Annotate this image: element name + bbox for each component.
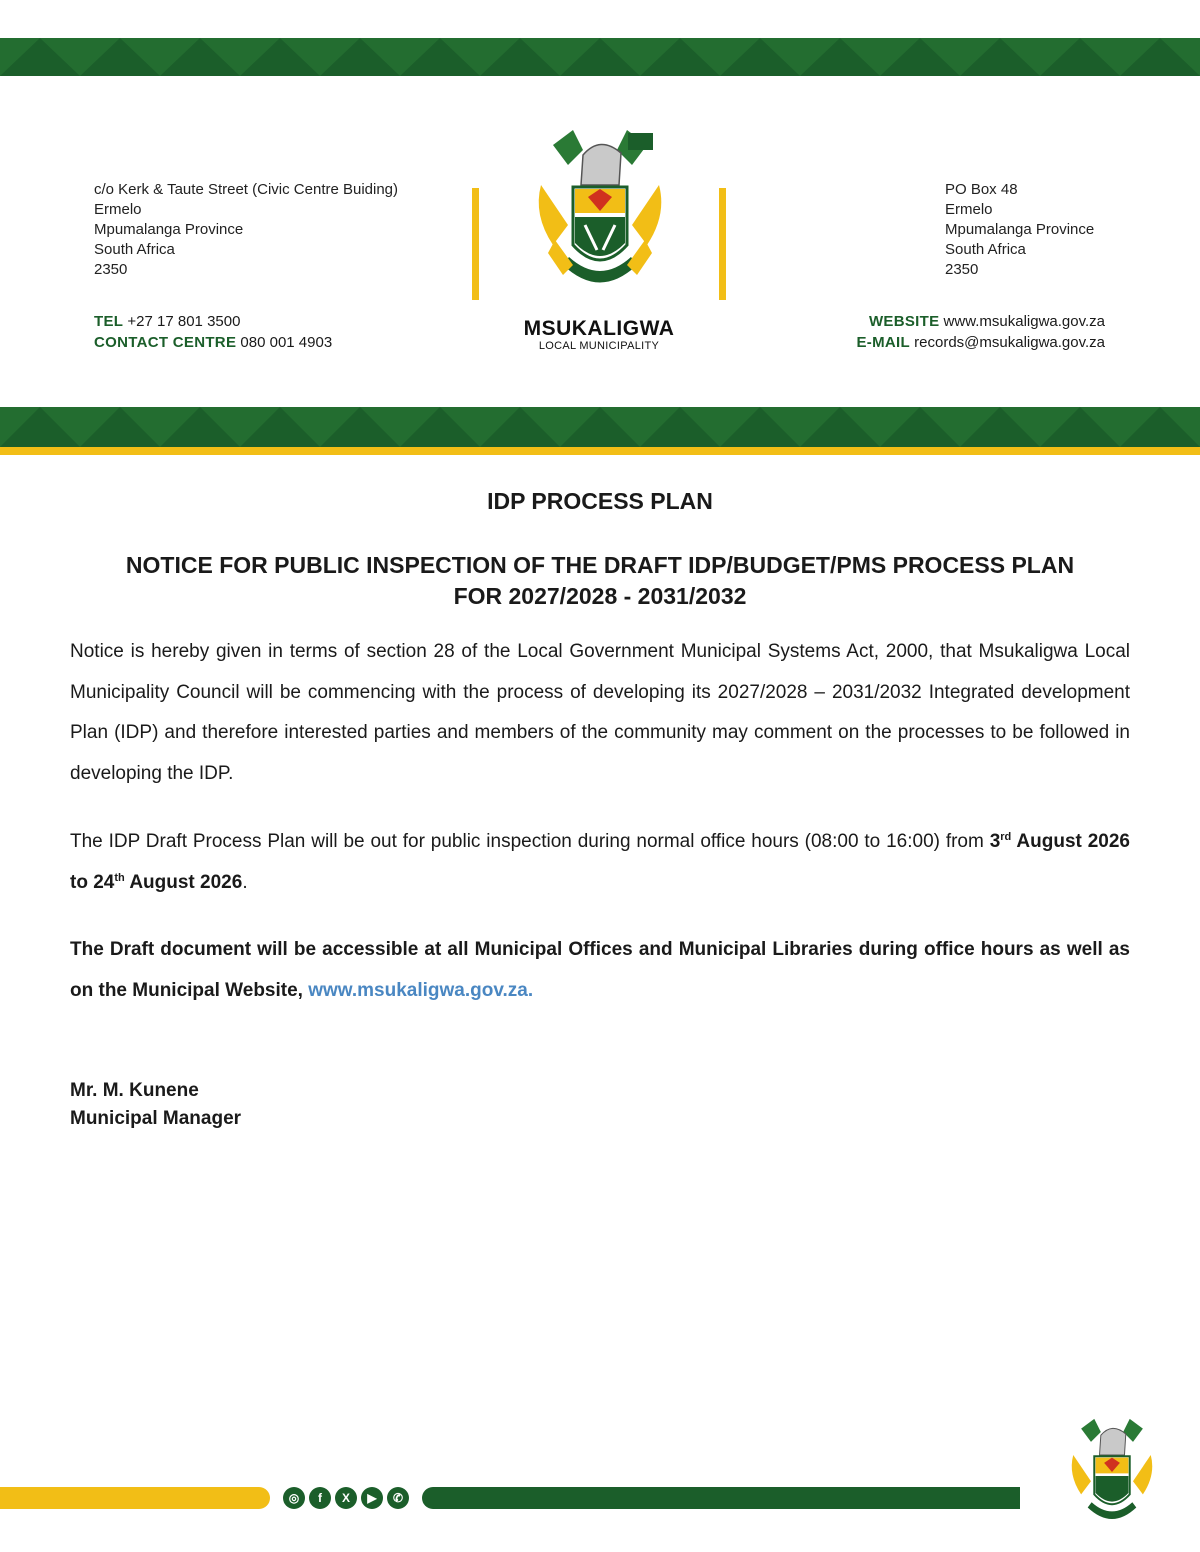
municipal-website-link[interactable]: www.msukaligwa.gov.za. bbox=[308, 979, 534, 1001]
youtube-icon[interactable]: ▶ bbox=[361, 1487, 383, 1509]
right-contact: WEBSITE www.msukaligwa.gov.za E-MAIL records@msukaligwa.gov.za bbox=[856, 313, 1105, 351]
x-icon[interactable]: X bbox=[335, 1487, 357, 1509]
signatory-title: Municipal Manager bbox=[70, 1108, 242, 1129]
left-contact: TEL +27 17 801 3500 CONTACT CENTRE 080 001 4903 bbox=[94, 313, 333, 351]
email-link[interactable]: records@msukaligwa.gov.za bbox=[914, 334, 1105, 351]
globe-icon[interactable]: ◎ bbox=[283, 1487, 305, 1509]
notice-subheading: NOTICE FOR PUBLIC INSPECTION OF THE DRAFT IDP/BUDGET/PMS PROCESS PLAN FOR 2027/2028 - 2031/2032 bbox=[125, 552, 1075, 609]
header-bottom-band bbox=[0, 407, 1200, 455]
municipal-crest-logo bbox=[533, 125, 667, 308]
left-address: c/o Kerk & Taute Street (Civic Centre Buiding) Ermelo Mpumalanga Province South Africa 2350 bbox=[94, 181, 399, 278]
footer-yellow-bar bbox=[0, 1487, 270, 1509]
top-pattern-band bbox=[0, 38, 1200, 76]
signatory-name: Mr. M. Kunene bbox=[70, 1080, 199, 1101]
whatsapp-icon[interactable]: ✆ bbox=[387, 1487, 409, 1509]
left-divider bbox=[472, 188, 479, 300]
right-divider bbox=[719, 188, 726, 300]
signature-block bbox=[70, 1077, 241, 1133]
footer-green-bar bbox=[422, 1487, 1020, 1509]
facebook-icon[interactable]: f bbox=[309, 1487, 331, 1509]
right-address: PO Box 48 Ermelo Mpumalanga Province South Africa 2350 bbox=[945, 181, 1095, 278]
municipality-subtitle: LOCAL MUNICIPALITY bbox=[538, 340, 660, 352]
footer-crest-logo bbox=[1068, 1415, 1156, 1538]
municipality-name: MSUKALIGWA bbox=[523, 317, 675, 340]
notice-paragraph-2: The IDP Draft Process Plan will be out for public inspection during normal office hours (08:00 to 16:00) from 3rd August 2026 to 24th August 2026. bbox=[70, 831, 1130, 893]
notice-paragraph-3: The Draft document will be accessible at all Municipal Offices and Municipal Libraries during office hours as well as on the Municipal Website, www.msukaligwa.gov.za. bbox=[70, 939, 1130, 1001]
notice-heading: IDP PROCESS PLAN bbox=[487, 488, 713, 514]
notice-paragraph-1: Notice is hereby given in terms of section 28 of the Local Government Municipal Systems Act, 2000, that Msukaligwa Local Municipality Council will be commencing with the process of developing its 2027/2028 – 2031/2032 Integrated development Plan (IDP) and therefore interested parties and members of the community may comment on the processes to be followed in developing the IDP. bbox=[70, 641, 1130, 784]
website-link[interactable]: www.msukaligwa.gov.za bbox=[943, 313, 1105, 330]
